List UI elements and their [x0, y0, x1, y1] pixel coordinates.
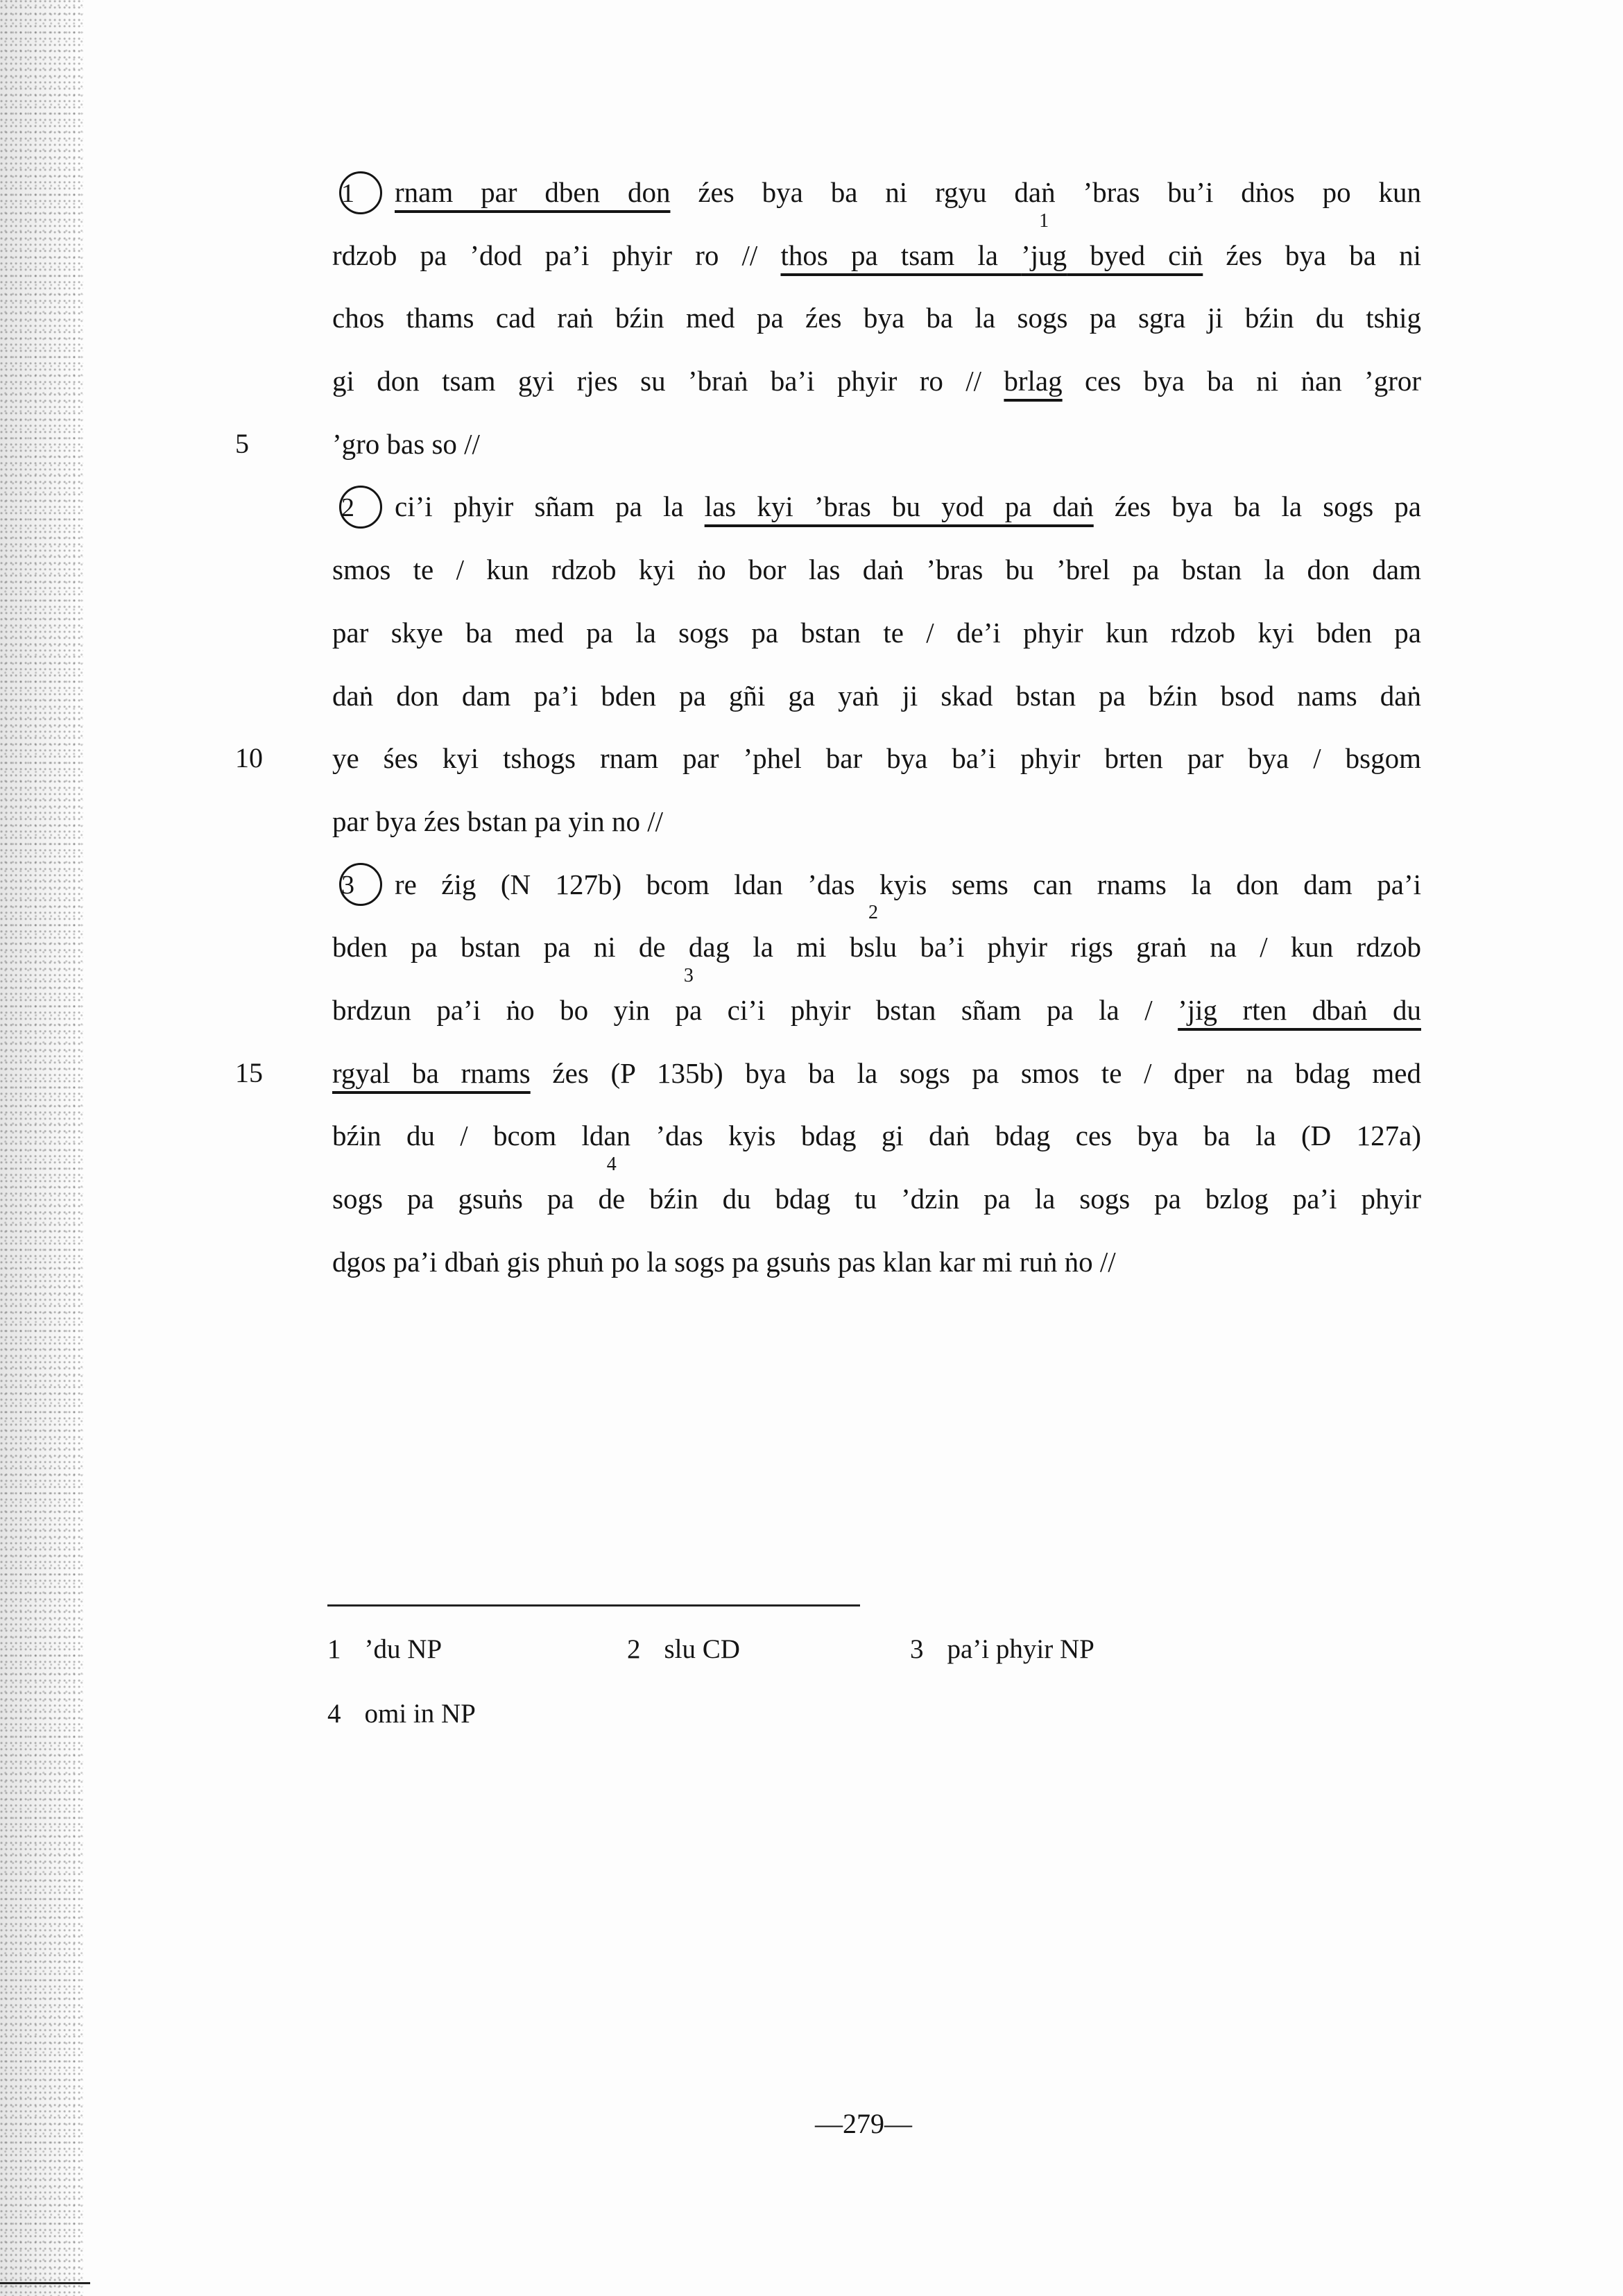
footnote-marker: 2 — [868, 902, 878, 924]
text-run: sogs pa gsuṅs pa — [332, 1183, 599, 1215]
text-line — [332, 665, 1421, 728]
line-number: 10 — [235, 742, 263, 774]
underlined-lemma: byed ciṅ — [1067, 239, 1203, 271]
footnote-4 — [327, 1697, 476, 1731]
footnote-marker: 4 — [606, 1154, 617, 1175]
text-run: bźin du bdag tu ’dzin pa la sogs pa bzlog pa’i phyir — [625, 1183, 1421, 1215]
text-line — [332, 902, 1422, 979]
text-run: par bya źes bstan pa yin no // — [332, 805, 664, 837]
line-content — [332, 538, 1421, 601]
text-run: re źig (N 127b) bcom ldan ’das kyis sems can rnams la don dam pa’i — [395, 868, 1421, 900]
text-line — [235, 727, 1421, 790]
footnote-marker: 3 — [683, 964, 694, 986]
text-run: brdzun pa’i ṅo bo yin — [332, 993, 676, 1026]
text-run: ci’i phyir bstan sñam pa la / — [702, 993, 1178, 1026]
text-run: ces bya ba ni ṅan ’gror — [1062, 365, 1421, 397]
line-content — [332, 1154, 1421, 1231]
text-line — [235, 413, 1421, 476]
line-content — [332, 665, 1421, 728]
note-reference-word — [598, 1154, 626, 1215]
line-content — [332, 413, 1421, 476]
footnote-3 — [910, 1632, 1094, 1667]
text-run: źes bya ba la sogs pa — [1093, 490, 1421, 523]
footnote-number: 2 — [627, 1634, 641, 1664]
line-number: 5 — [235, 427, 249, 459]
note-reference-word — [849, 902, 898, 963]
text-line — [332, 475, 1421, 538]
footnote-2 — [627, 1632, 740, 1667]
word: bslu — [849, 931, 898, 963]
text-line — [332, 209, 1422, 287]
word: de — [598, 1183, 626, 1215]
line-content — [332, 790, 1421, 853]
text-run: bden pa bstan pa ni de dag la mi — [332, 931, 850, 963]
text-run: rdzob pa ’dod pa’i phyir ro // — [332, 239, 781, 271]
footnote-1 — [327, 1632, 442, 1667]
text-line — [235, 1042, 1421, 1105]
text-run: źes (P 135b) bya ba la sogs pa smos te / dper na bdag med — [530, 1056, 1421, 1089]
footnote-text: pa’i phyir NP — [947, 1634, 1094, 1664]
text-line — [332, 964, 1421, 1042]
word: pa — [675, 993, 703, 1026]
section-number-circle: 2 — [339, 486, 382, 529]
footnote-rule — [327, 1604, 860, 1607]
text-run: dgos pa’i dbaṅ gis phuṅ po la sogs pa gsuṅs pas klan kar mi ruṅ ṅo // — [332, 1245, 1116, 1278]
page-number: —279— — [815, 2108, 912, 2139]
underlined-lemma: rnam par dben don — [395, 176, 671, 208]
text-run: smos te / kun rdzob kyi ṅo bor las daṅ ’bras bu ’brel pa bstan la don dam — [332, 554, 1421, 586]
footnote-text: omi in NP — [364, 1699, 476, 1729]
line-content — [332, 902, 1422, 979]
text-line — [332, 790, 1421, 853]
text-run: ye śes kyi tshogs rnam par ’phel bar bya ba’i phyir brten par bya / bsgom — [332, 742, 1421, 775]
footnote-marker: 1 — [1039, 209, 1049, 232]
line-content — [332, 1104, 1421, 1167]
text-run: daṅ don dam pa’i bden pa gñi ga yaṅ ji skad bstan pa bźin bsod nams daṅ — [332, 679, 1421, 712]
text-line — [332, 1154, 1421, 1231]
note-reference-word — [1021, 209, 1067, 271]
text-run: ’gro bas so // — [332, 427, 480, 460]
word: ’jug — [1021, 239, 1067, 271]
line-content — [332, 964, 1421, 1042]
underlined-lemma: thos pa tsam la — [780, 239, 1022, 271]
section-number-circle: 1 — [339, 171, 382, 214]
text-run: ci’i phyir sñam pa la — [395, 490, 705, 523]
underlined-lemma: rgyal ba rnams — [332, 1056, 531, 1089]
text-line — [332, 601, 1421, 665]
underlined-lemma: las kyi ’bras bu yod pa daṅ — [704, 490, 1094, 523]
text-line — [332, 286, 1421, 350]
text-line — [332, 350, 1421, 413]
footnote-number: 4 — [327, 1699, 341, 1729]
scan-edge-noise — [0, 0, 83, 2296]
line-content — [332, 209, 1422, 287]
text-line — [332, 1104, 1421, 1167]
text-run: ba’i phyir rigs graṅ na / kun rdzob — [897, 931, 1422, 963]
footnote-text: ’du NP — [364, 1634, 443, 1664]
line-content — [332, 1231, 1421, 1294]
footnote-number: 1 — [327, 1634, 341, 1664]
footnote-text: slu CD — [664, 1634, 740, 1664]
text-run: gi don tsam gyi rjes su ’braṅ ba’i phyir ro // — [332, 365, 1004, 397]
underlined-lemma: ’jig rten dbaṅ du — [1178, 993, 1421, 1026]
line-content — [332, 1042, 1421, 1105]
line-content — [332, 727, 1421, 790]
text-run: źes bya ba ni — [1203, 239, 1422, 271]
text-line — [332, 538, 1421, 601]
line-number: 15 — [235, 1056, 263, 1088]
line-content — [332, 161, 1421, 224]
text-run: par skye ba med pa la sogs pa bstan te / de’i phyir kun rdzob kyi bden pa — [332, 616, 1421, 649]
line-content — [332, 601, 1421, 665]
underlined-lemma: brlag — [1004, 365, 1063, 397]
line-content — [332, 475, 1421, 538]
note-reference-word — [675, 964, 703, 1026]
section-number-circle: 3 — [339, 863, 382, 906]
scan-edge-mark — [0, 2282, 90, 2284]
line-content — [332, 350, 1421, 413]
main-text — [235, 161, 1422, 1293]
text-run: źes bya ba ni rgyu daṅ ’bras bu’i dṅos po kun — [670, 176, 1421, 208]
text-run: bźin du / bcom ldan ’das kyis bdag gi daṅ bdag ces bya ba la (D 127a) — [332, 1120, 1421, 1152]
footnote-number: 3 — [910, 1634, 924, 1664]
line-content — [332, 286, 1421, 350]
text-run: chos thams cad raṅ bźin med pa źes bya ba la sogs pa sgra ji bźin du tshig — [332, 302, 1421, 334]
text-line — [332, 161, 1421, 224]
text-line — [332, 1231, 1421, 1294]
